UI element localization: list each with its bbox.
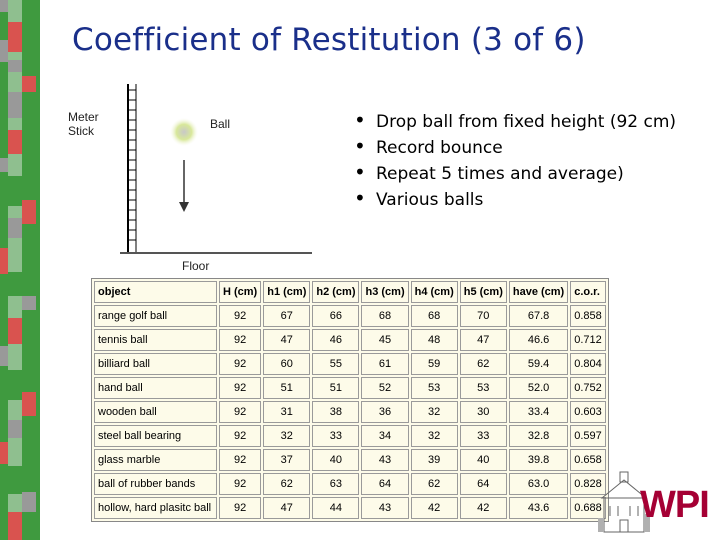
table-cell: 42 <box>460 497 507 519</box>
table-cell: steel ball bearing <box>94 425 217 447</box>
column-header-have: have (cm) <box>509 281 568 303</box>
table-cell: 36 <box>361 401 408 423</box>
table-cell: 34 <box>361 425 408 447</box>
table-cell: range golf ball <box>94 305 217 327</box>
table-cell: 47 <box>263 329 310 351</box>
table-cell: 68 <box>411 305 458 327</box>
column-header-object: object <box>94 281 217 303</box>
drop-apparatus-diagram <box>60 80 330 280</box>
table-cell: 51 <box>312 377 359 399</box>
ball-icon <box>170 118 198 146</box>
table-cell: ball of rubber bands <box>94 473 217 495</box>
table-cell: 92 <box>219 473 261 495</box>
wpi-logo <box>596 470 714 536</box>
table-cell: 64 <box>460 473 507 495</box>
bullet-item: • Record bounce <box>352 138 682 159</box>
table-cell: 62 <box>460 353 507 375</box>
table-cell: 53 <box>460 377 507 399</box>
meter-stick <box>128 84 136 252</box>
column-header-h5: h5 (cm) <box>460 281 507 303</box>
bullet-list <box>352 112 682 216</box>
table-cell: 0.804 <box>570 353 606 375</box>
table-header-row <box>94 281 606 303</box>
table-cell: 92 <box>219 377 261 399</box>
table-cell: 92 <box>219 425 261 447</box>
table-cell: tennis ball <box>94 329 217 351</box>
table-row <box>94 401 606 423</box>
table-cell: 0.597 <box>570 425 606 447</box>
table-cell: 33 <box>460 425 507 447</box>
table-cell: 62 <box>263 473 310 495</box>
table-row <box>94 353 606 375</box>
stripe-pattern <box>0 0 40 540</box>
table-row <box>94 305 606 327</box>
column-header-h4: h4 (cm) <box>411 281 458 303</box>
table-cell: 40 <box>460 449 507 471</box>
table-cell: 39 <box>411 449 458 471</box>
table-cell: 63.0 <box>509 473 568 495</box>
table-cell: 38 <box>312 401 359 423</box>
table-cell: 53 <box>411 377 458 399</box>
table-cell: 45 <box>361 329 408 351</box>
table-cell: 0.752 <box>570 377 606 399</box>
table-cell: 62 <box>411 473 458 495</box>
table-cell: 60 <box>263 353 310 375</box>
table-cell: 63 <box>312 473 359 495</box>
bullet-item: • Repeat 5 times and average) <box>352 164 682 185</box>
table-cell: 59 <box>411 353 458 375</box>
table-cell: 92 <box>219 449 261 471</box>
ball-label: Ball <box>210 117 231 131</box>
table-cell: 32 <box>411 401 458 423</box>
table-cell: 0.688 <box>570 497 606 519</box>
table-cell: 40 <box>312 449 359 471</box>
table-cell: 32 <box>263 425 310 447</box>
table-cell: 51 <box>263 377 310 399</box>
table-cell: 92 <box>219 305 261 327</box>
table-cell: 59.4 <box>509 353 568 375</box>
column-header-h2: h2 (cm) <box>312 281 359 303</box>
table-cell: 33 <box>312 425 359 447</box>
table-cell: 0.712 <box>570 329 606 351</box>
floor-label: Floor <box>182 259 210 273</box>
table-cell: 44 <box>312 497 359 519</box>
table-cell: 55 <box>312 353 359 375</box>
table-row <box>94 449 606 471</box>
table-cell: 61 <box>361 353 408 375</box>
table-cell: glass marble <box>94 449 217 471</box>
restitution-data-table <box>91 278 609 522</box>
table-cell: 0.658 <box>570 449 606 471</box>
bullet-item: • Drop ball from fixed height (92 cm) <box>352 112 682 133</box>
table-row <box>94 377 606 399</box>
meter-stick-label-line2: Stick <box>68 124 95 138</box>
column-header-cor: c.o.r. <box>570 281 606 303</box>
table-cell: 0.858 <box>570 305 606 327</box>
table-cell: 92 <box>219 353 261 375</box>
table-cell: 0.603 <box>570 401 606 423</box>
diagram-graphics <box>60 80 330 280</box>
table-cell: 68 <box>361 305 408 327</box>
table-cell: 52.0 <box>509 377 568 399</box>
left-decorative-stripe <box>0 0 40 540</box>
table-cell: 52 <box>361 377 408 399</box>
table-cell: 64 <box>361 473 408 495</box>
column-header-H: H (cm) <box>219 281 261 303</box>
table-cell: 32 <box>411 425 458 447</box>
table-cell: 92 <box>219 329 261 351</box>
column-header-h3: h3 (cm) <box>361 281 408 303</box>
meter-stick-label-line1: Meter <box>68 110 99 124</box>
table-cell: 92 <box>219 401 261 423</box>
table-cell: 43.6 <box>509 497 568 519</box>
down-arrow-icon <box>179 160 189 212</box>
table-cell: 70 <box>460 305 507 327</box>
table-cell: 47 <box>460 329 507 351</box>
table-cell: hand ball <box>94 377 217 399</box>
table-cell: 46 <box>312 329 359 351</box>
table-cell: 67.8 <box>509 305 568 327</box>
table-row <box>94 425 606 447</box>
table-cell: billiard ball <box>94 353 217 375</box>
table-cell: 33.4 <box>509 401 568 423</box>
table-cell: 92 <box>219 497 261 519</box>
table-cell: 37 <box>263 449 310 471</box>
table-row <box>94 497 606 519</box>
table-cell: 48 <box>411 329 458 351</box>
table-cell: 67 <box>263 305 310 327</box>
slide-title: Coefficient of Restitution (3 of 6) <box>72 22 586 58</box>
table-cell: 32.8 <box>509 425 568 447</box>
column-header-h1: h1 (cm) <box>263 281 310 303</box>
table-cell: 42 <box>411 497 458 519</box>
table-cell: 43 <box>361 449 408 471</box>
table-cell: hollow, hard plasitc ball <box>94 497 217 519</box>
table-cell: 30 <box>460 401 507 423</box>
table-cell: wooden ball <box>94 401 217 423</box>
table-cell: 31 <box>263 401 310 423</box>
bullet-item: • Various balls <box>352 190 682 211</box>
table-cell: 39.8 <box>509 449 568 471</box>
table-cell: 43 <box>361 497 408 519</box>
table-cell: 46.6 <box>509 329 568 351</box>
table-row <box>94 473 606 495</box>
table-cell: 47 <box>263 497 310 519</box>
wpi-logo-text: WPI <box>640 484 709 526</box>
table-cell: 66 <box>312 305 359 327</box>
table-cell: 0.828 <box>570 473 606 495</box>
table-row <box>94 329 606 351</box>
